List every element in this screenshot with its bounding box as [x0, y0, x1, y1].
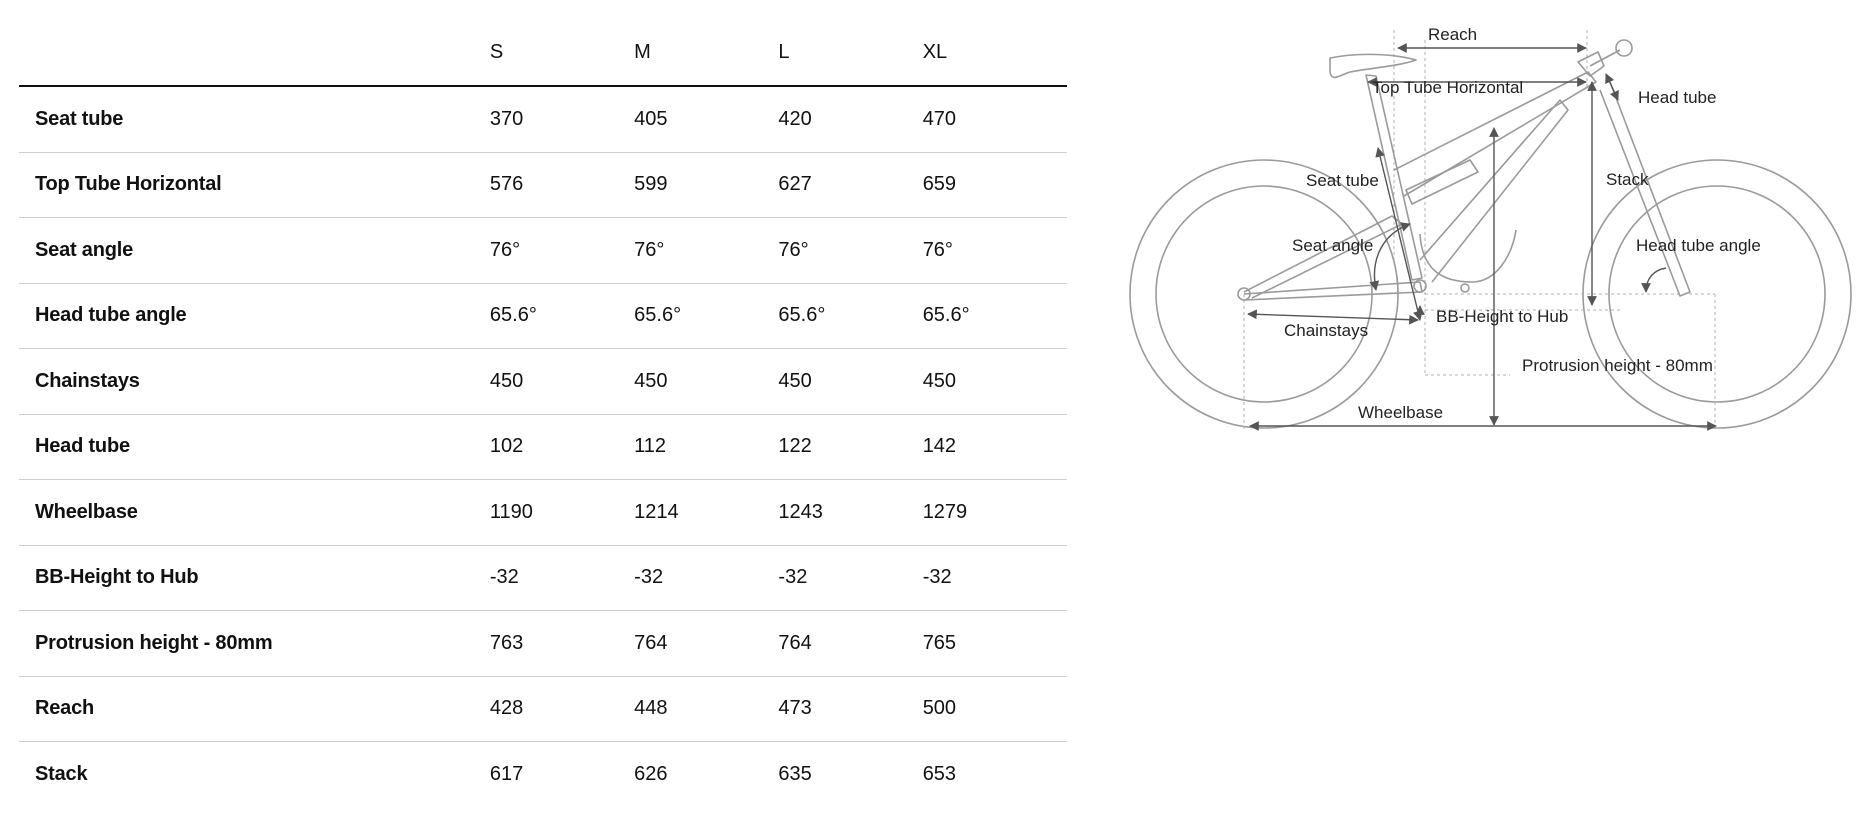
size-header-s: S	[490, 20, 634, 86]
label-seat-tube: Seat tube	[1306, 171, 1379, 190]
row-label: Wheelbase	[19, 480, 490, 546]
value-cell-xl: 470	[923, 86, 1067, 152]
row-label: Protrusion height - 80mm	[19, 611, 490, 677]
value-cell-l: 65.6°	[778, 283, 922, 349]
label-head-tube-angle: Head tube angle	[1636, 236, 1761, 255]
value-cell-m: 599	[634, 152, 778, 218]
row-label: Seat tube	[19, 86, 490, 152]
bike-diagram-svg	[1120, 20, 1860, 440]
value-cell-m: 764	[634, 611, 778, 677]
value-cell-s: 576	[490, 152, 634, 218]
size-header-l: L	[778, 20, 922, 86]
value-cell-l: 473	[778, 676, 922, 742]
label-bb-height: BB-Height to Hub	[1436, 307, 1569, 326]
table-row	[19, 218, 1067, 284]
label-reach: Reach	[1428, 25, 1478, 44]
value-cell-l: 627	[778, 152, 922, 218]
value-cell-m: 405	[634, 86, 778, 152]
label-seat-angle: Seat angle	[1292, 236, 1374, 255]
table-row	[19, 676, 1067, 742]
row-label: Stack	[35, 762, 88, 785]
value-cell-l: 635	[778, 762, 812, 785]
row-label: Chainstays	[19, 349, 490, 415]
label-head-tube: Head tube	[1638, 88, 1717, 107]
row-label: Seat angle	[19, 218, 490, 284]
value-cell-s: 65.6°	[490, 283, 634, 349]
value-cell-m: 112	[634, 414, 778, 480]
diagram-labels	[1284, 25, 1761, 422]
table-row	[19, 152, 1067, 218]
table-row	[19, 349, 1067, 415]
label-wheelbase: Wheelbase	[1358, 403, 1444, 422]
value-cell-xl: 1279	[923, 480, 1067, 546]
value-cell-m: 1214	[634, 480, 778, 546]
geometry-table	[19, 20, 1067, 807]
table-row	[19, 545, 1067, 611]
value-cell-xl: 65.6°	[923, 283, 1067, 349]
table-row	[19, 86, 1067, 152]
bike-geometry-diagram	[1120, 20, 1860, 440]
row-label: Top Tube Horizontal	[19, 152, 490, 218]
value-cell-xl: 653	[922, 762, 957, 785]
value-cell-s: 370	[490, 86, 634, 152]
value-cell-l: 1243	[778, 480, 922, 546]
value-cell-l: 420	[778, 86, 922, 152]
value-cell-m: 450	[634, 349, 778, 415]
label-chainstays: Chainstays	[1284, 321, 1369, 340]
value-cell-xl: 450	[923, 349, 1067, 415]
label-protrusion: Protrusion height - 80mm	[1522, 356, 1713, 375]
label-top-tube: Top Tube Horizontal	[1372, 78, 1524, 97]
table-row	[19, 611, 1067, 677]
value-cell-m: 65.6°	[634, 283, 778, 349]
table-row	[19, 480, 1067, 546]
row-label: Head tube angle	[19, 283, 490, 349]
table-header-row	[19, 20, 1067, 86]
value-cell-m: 448	[634, 676, 778, 742]
size-header-m: M	[634, 20, 778, 86]
value-cell-l: -32	[778, 545, 922, 611]
row-label: Reach	[19, 676, 490, 742]
value-cell-xl: 500	[923, 676, 1067, 742]
value-cell-xl: 765	[923, 611, 1067, 677]
value-cell-m: 626	[634, 762, 668, 785]
row-label: Head tube	[19, 414, 490, 480]
header-empty-cell	[19, 20, 490, 86]
value-cell-xl: -32	[923, 545, 1067, 611]
label-stack: Stack	[1606, 170, 1649, 189]
value-cell-xl: 142	[923, 414, 1067, 480]
table-row	[19, 742, 1067, 807]
value-cell-s: 102	[490, 414, 634, 480]
table-row	[19, 414, 1067, 480]
value-cell-l: 764	[778, 611, 922, 677]
row-label: BB-Height to Hub	[19, 545, 490, 611]
value-cell-l: 450	[778, 349, 922, 415]
value-cell-s: 763	[490, 611, 634, 677]
value-cell-xl: 76°	[923, 218, 1067, 284]
value-cell-m: -32	[634, 545, 778, 611]
value-cell-s: 1190	[490, 480, 634, 546]
value-cell-s: 428	[490, 676, 634, 742]
value-cell-xl: 659	[923, 152, 1067, 218]
value-cell-m: 76°	[634, 218, 778, 284]
size-header-xl: XL	[923, 20, 1067, 86]
value-cell-s: -32	[490, 545, 634, 611]
value-cell-l: 76°	[778, 218, 922, 284]
value-cell-l: 122	[778, 414, 922, 480]
table-row	[19, 283, 1067, 349]
value-cell-s: 450	[490, 349, 634, 415]
rear-wheel	[1130, 160, 1398, 428]
value-cell-s: 617	[489, 762, 524, 785]
value-cell-s: 76°	[490, 218, 634, 284]
